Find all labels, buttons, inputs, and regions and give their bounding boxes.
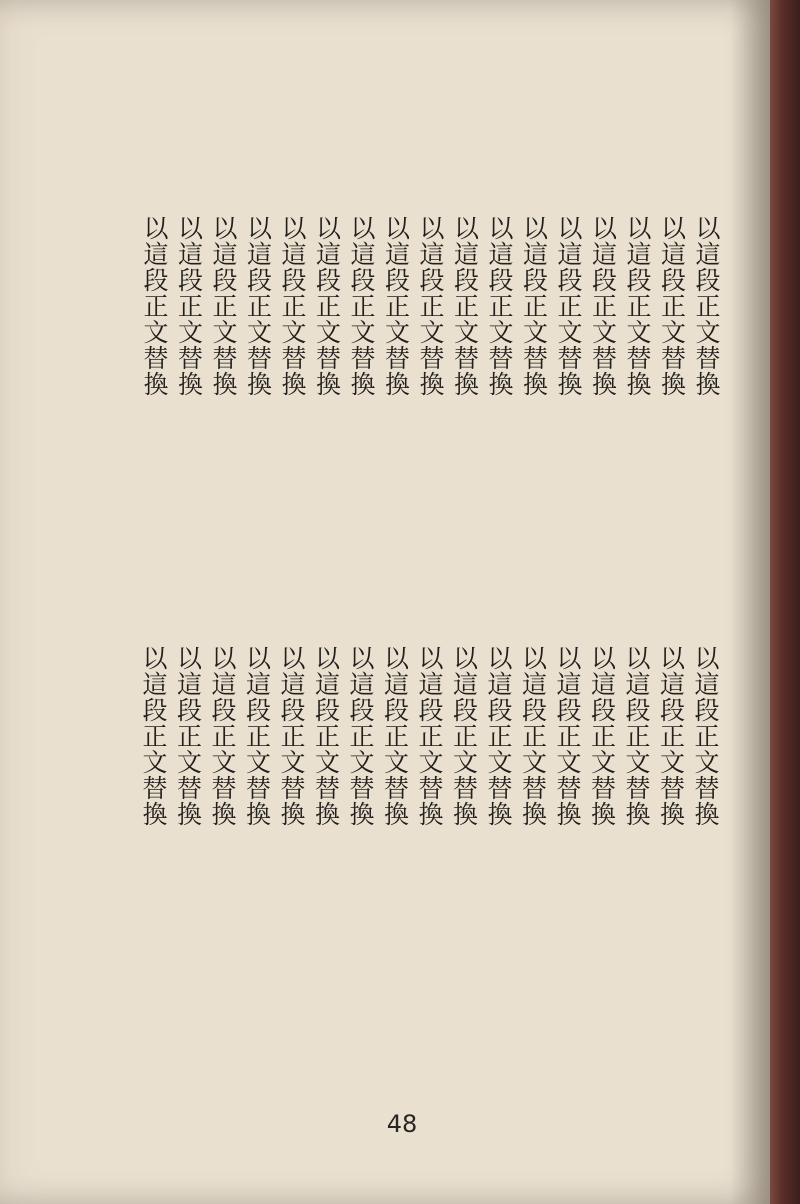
text-column: 以這段正文替換 — [347, 215, 376, 397]
text-column: 以這段正文替換 — [209, 215, 238, 397]
text-column: 以這段正文替換 — [450, 215, 480, 397]
text-column: 以這段正文替換 — [657, 215, 687, 397]
text-column: 以這段正文替換 — [588, 215, 618, 397]
text-column: 以這段正文替換 — [519, 215, 549, 397]
text-column: 以這段正文替換 — [449, 645, 479, 827]
text-column: 以這段正文替換 — [278, 215, 307, 397]
text-column: 以這段正文替換 — [416, 215, 445, 397]
page-number: 48 — [386, 1110, 418, 1138]
text-column: 以這段正文替換 — [518, 645, 548, 827]
text-column: 以這段正文替換 — [622, 645, 651, 827]
text-column: 以這段正文替換 — [173, 645, 203, 827]
text-column: 以這段正文替換 — [312, 215, 342, 397]
text-column: 以這段正文替換 — [553, 645, 582, 827]
text-column: 以這段正文替換 — [415, 645, 444, 827]
text-column: 以這段正文替換 — [139, 645, 168, 827]
text-column: 以這段正文替換 — [623, 215, 652, 397]
text-column: 以這段正文替換 — [381, 215, 411, 397]
text-column: 以這段正文替換 — [485, 215, 514, 397]
bottom-text-block — [110, 645, 722, 1075]
text-column: 以這段正文替換 — [311, 645, 341, 827]
text-column: 以這段正文替換 — [346, 645, 375, 827]
book-binding — [770, 0, 800, 1204]
text-column: 以這段正文替換 — [140, 215, 169, 397]
top-text-block — [115, 215, 723, 635]
text-column: 以這段正文替換 — [208, 645, 237, 827]
text-column: 以這段正文替換 — [277, 645, 306, 827]
text-column: 以這段正文替換 — [484, 645, 513, 827]
text-column: 以這段正文替換 — [691, 645, 720, 827]
text-column: 以這段正文替換 — [174, 215, 204, 397]
text-column: 以這段正文替換 — [692, 215, 721, 397]
text-column: 以這段正文替換 — [587, 645, 617, 827]
page-gutter-shadow — [730, 0, 770, 1204]
text-column: 以這段正文替換 — [243, 215, 273, 397]
text-column: 以這段正文替換 — [656, 645, 686, 827]
text-column: 以這段正文替換 — [380, 645, 410, 827]
text-column: 以這段正文替換 — [554, 215, 583, 397]
text-column: 以這段正文替換 — [242, 645, 272, 827]
